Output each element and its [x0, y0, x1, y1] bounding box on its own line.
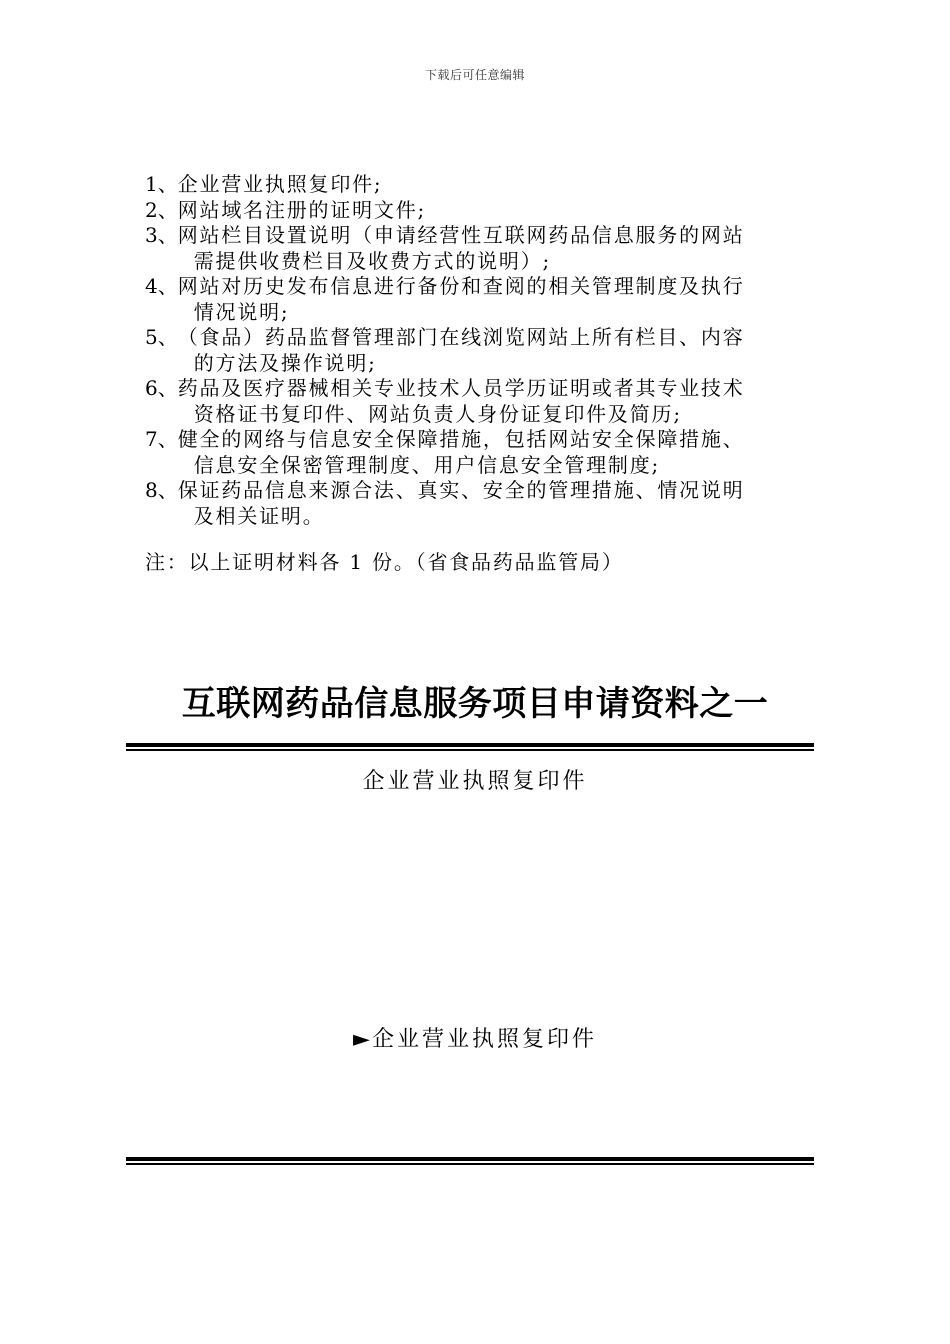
- list-item-line: 网站栏目设置说明（申请经营性互联网药品信息服务的网站: [177, 223, 745, 247]
- list-item-text: [178, 478, 815, 529]
- divider-top: [126, 743, 814, 751]
- list-item: [145, 274, 815, 325]
- divider-thick-line: [126, 743, 814, 747]
- divider-thin-line: [126, 1163, 814, 1165]
- list-item-continuation: 的方法及操作说明;: [193, 350, 377, 375]
- list-item: [145, 376, 815, 427]
- list-item-text: [178, 274, 815, 325]
- divider-thick-line: [126, 1157, 814, 1161]
- attachment-text: 企业营业执照复印件: [371, 1027, 597, 1052]
- list-item-line: 健全的网络与信息安全保障措施，包括网站安全保障措施、: [177, 427, 745, 451]
- list-item: [145, 427, 815, 478]
- list-item: [145, 198, 815, 224]
- list-item-continuation: 情况说明;: [193, 299, 290, 324]
- list-item-text: [178, 172, 815, 198]
- materials-note: 注：以上证明材料各 1 份。（省食品药品监管局）: [145, 550, 624, 574]
- list-item-line: 网站域名注册的证明文件;: [177, 197, 427, 222]
- list-item-number: 8、: [145, 478, 178, 502]
- list-item-number: 4、: [145, 274, 178, 298]
- requirements-list: [145, 172, 815, 529]
- list-item-line: （食品）药品监督管理部门在线浏览网站上所有栏目、内容: [177, 325, 745, 349]
- list-item-continuation: 信息安全保密管理制度、用户信息安全管理制度;: [193, 452, 661, 477]
- list-item-text: [178, 376, 815, 427]
- list-item-number: 5、: [145, 325, 178, 349]
- page-title: 互联网药品信息服务项目申请资料之一: [181, 684, 769, 724]
- right-triangle-icon: ►: [353, 1027, 370, 1052]
- list-item: [145, 478, 815, 529]
- divider-thin-line: [126, 749, 814, 751]
- list-item-text: [178, 223, 815, 274]
- attachment-label: [0, 1022, 950, 1053]
- list-item: [145, 223, 815, 274]
- list-item: [145, 325, 815, 376]
- list-item-line: 网站对历史发布信息进行备份和查阅的相关管理制度及执行: [177, 274, 745, 298]
- list-item-continuation: 及相关证明。: [193, 503, 325, 528]
- list-item-text: [178, 198, 815, 224]
- list-item-text: [178, 325, 815, 376]
- list-item-number: 7、: [145, 427, 178, 451]
- list-item-number: 6、: [145, 376, 178, 400]
- list-item: [145, 172, 815, 198]
- list-item-continuation: 需提供收费栏目及收费方式的说明）;: [193, 248, 552, 273]
- list-item-line: 保证药品信息来源合法、真实、安全的管理措施、情况说明: [177, 478, 745, 502]
- list-item-text: [178, 427, 815, 478]
- list-item-number: 1、: [145, 172, 178, 196]
- list-item-line: 企业营业执照复印件;: [177, 172, 383, 196]
- divider-bottom: [126, 1157, 814, 1165]
- list-item-line: 药品及医疗器械相关专业技术人员学历证明或者其专业技术: [177, 376, 745, 400]
- list-item-number: 3、: [145, 223, 178, 247]
- list-item-number: 2、: [145, 197, 178, 222]
- list-item-continuation: 资格证书复印件、网站负责人身份证复印件及简历;: [193, 401, 682, 426]
- section-subtitle: 企业营业执照复印件: [362, 769, 588, 794]
- header-note: 下载后可任意编辑: [424, 68, 525, 82]
